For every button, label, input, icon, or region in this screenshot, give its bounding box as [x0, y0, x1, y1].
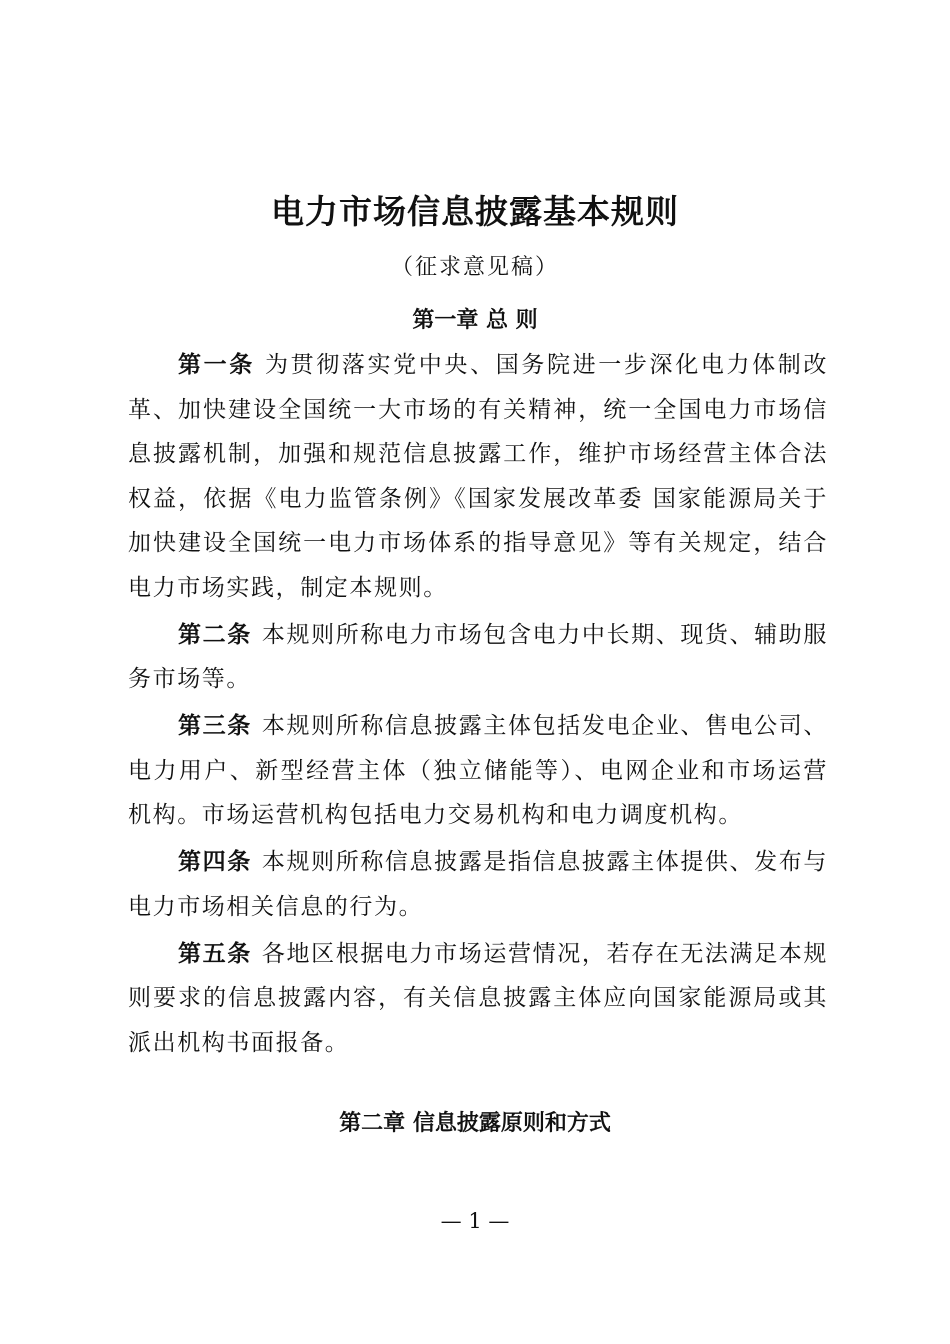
article-label: 第三条 [178, 713, 252, 739]
article-text: 本规则所称信息披露主体包括发电企业、售电公司、电力用户、新型经营主体（独立储能等）、电网企业和市场运营机构。市场运营机构包括电力交易机构和电力调度机构。 [128, 713, 828, 828]
article-paragraph [128, 840, 828, 929]
article-paragraph [128, 613, 828, 702]
article-label: 第一条 [178, 352, 255, 378]
article-label: 第二条 [178, 621, 252, 648]
article-text: 为贯彻落实党中央、国务院进一步深化电力体制改革、加快建设全国统一大市场的有关精神，统一全国电力市场信息披露机制，加强和规范信息披露工作，维护市场经营主体合法权益，依据《电力监管条例》《国家发展改革委 国家能源局关于加快建设全国统一电力市场体系的指导意见》等有关规定，结合电力市场实践，制定本规则。 [128, 352, 828, 601]
article-text: 各地区根据电力市场运营情况，若存在无法满足本规则要求的信息披露内容，有关信息披露主体应向国家能源局或其派出机构书面报备。 [128, 940, 828, 1056]
page-number: — 1 — [440, 1209, 510, 1233]
article-paragraph [128, 932, 828, 1066]
article-label: 第四条 [178, 849, 252, 875]
article-text: 本规则所称信息披露是指信息披露主体提供、发布与电力市场相关信息的行为。 [128, 849, 828, 920]
document-title: 电力市场信息披露基本规则 [271, 192, 679, 231]
article-paragraph [128, 343, 828, 610]
chapter-heading-2: 第二章 信息披露原则和方式 [339, 1111, 611, 1136]
article-paragraph [128, 704, 828, 838]
document-subtitle: （征求意见稿） [390, 255, 559, 280]
article-label: 第五条 [178, 940, 252, 967]
chapter-heading-1: 第一章 总 则 [412, 308, 538, 333]
article-text: 本规则所称电力市场包含电力中长期、现货、辅助服务市场等。 [128, 621, 828, 692]
chapter-1-body [128, 343, 828, 1068]
